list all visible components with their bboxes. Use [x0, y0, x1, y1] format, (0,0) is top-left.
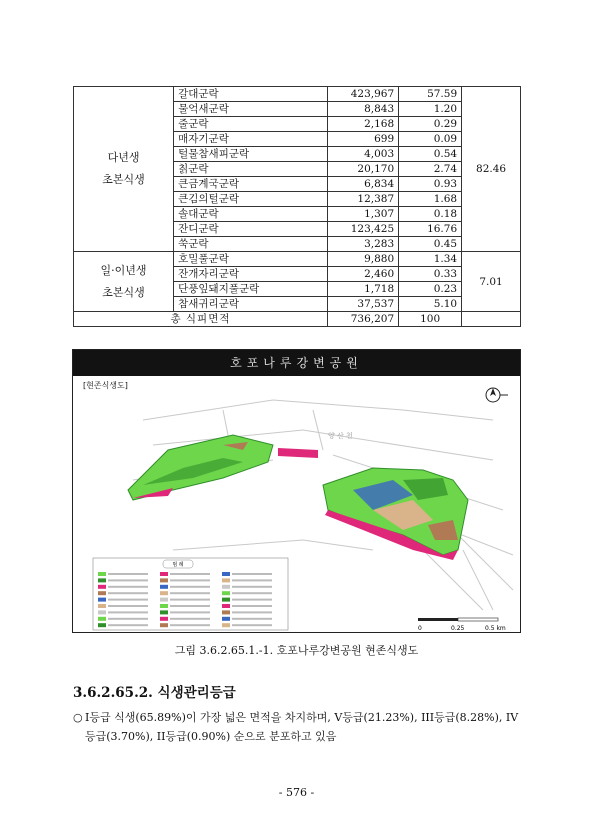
legend-title: 범 례 — [172, 562, 184, 568]
vegetation-map — [73, 350, 522, 634]
figure-caption: 그림 3.6.2.65.1.-1. 호포나루강변공원 현존식생도 — [174, 644, 419, 657]
legend-swatch — [98, 610, 106, 614]
area-cell: 4,003 — [327, 147, 398, 162]
legend-swatch — [222, 610, 230, 614]
legend-swatch — [160, 585, 168, 589]
legend-text-placeholder — [232, 592, 272, 594]
legend-text-placeholder — [170, 611, 210, 613]
legend-text-placeholder — [108, 618, 148, 620]
percent-cell: 1.68 — [399, 192, 462, 207]
area-cell: 423,967 — [327, 87, 398, 102]
percent-cell: 0.54 — [399, 147, 462, 162]
legend-swatch — [98, 572, 106, 576]
community-name-cell: 갈대군락 — [174, 87, 328, 102]
percent-cell: 0.45 — [399, 237, 462, 252]
legend-text-placeholder — [108, 573, 148, 575]
area-cell: 123,425 — [327, 222, 398, 237]
percent-cell: 1.34 — [399, 252, 462, 267]
legend-text-placeholder — [108, 599, 148, 601]
group-label-line: 초본식생 — [102, 173, 145, 186]
community-name-cell: 솔대군락 — [174, 207, 328, 222]
scale-label-mid: 0.25 — [451, 625, 465, 632]
legend-swatch — [222, 578, 230, 582]
legend-swatch — [98, 623, 106, 627]
table-row — [74, 252, 521, 267]
area-cell: 12,387 — [327, 192, 398, 207]
legend-text-placeholder — [170, 586, 210, 588]
group-label-line: 다년생 — [107, 151, 140, 164]
community-name-cell: 단풍잎돼지풀군락 — [174, 282, 328, 297]
svg-text:양 산 천: 양 산 천 — [328, 432, 353, 440]
total-percent-cell: 100 — [399, 312, 462, 327]
total-area-cell: 736,207 — [327, 312, 398, 327]
legend-text-placeholder — [170, 599, 210, 601]
percent-cell: 0.33 — [399, 267, 462, 282]
legend-swatch — [160, 623, 168, 627]
legend-swatch — [98, 598, 106, 602]
community-name-cell: 털물참새피군락 — [174, 147, 328, 162]
legend-swatch — [160, 617, 168, 621]
legend-swatch — [160, 578, 168, 582]
area-cell: 9,880 — [327, 252, 398, 267]
percent-cell: 16.76 — [399, 222, 462, 237]
community-name-cell: 물억새군락 — [174, 102, 328, 117]
area-cell: 20,170 — [327, 162, 398, 177]
vegetation-patch — [278, 448, 318, 458]
body-paragraph — [73, 708, 528, 746]
community-name-cell: 참새귀리군락 — [174, 297, 328, 312]
percent-cell: 0.93 — [399, 177, 462, 192]
page-number: - 576 - — [278, 786, 315, 799]
vegetation-map-figure — [72, 349, 521, 633]
legend-text-placeholder — [232, 611, 272, 613]
area-cell: 37,537 — [327, 297, 398, 312]
legend-swatch — [222, 617, 230, 621]
group-label-cell — [74, 87, 174, 252]
legend-swatch — [222, 623, 230, 627]
legend-text-placeholder — [232, 605, 272, 607]
legend-text-placeholder — [232, 573, 272, 575]
legend-text-placeholder — [232, 579, 272, 581]
percent-cell: 57.59 — [399, 87, 462, 102]
legend-swatch — [222, 585, 230, 589]
total-row — [74, 312, 521, 327]
empty-cell — [462, 312, 521, 327]
legend-swatch — [98, 591, 106, 595]
legend-text-placeholder — [232, 599, 272, 601]
area-cell: 3,283 — [327, 237, 398, 252]
legend-text-placeholder — [170, 592, 210, 594]
legend-text-placeholder — [170, 624, 210, 626]
group-subtotal-cell: 7.01 — [462, 252, 521, 312]
legend-text-placeholder — [232, 586, 272, 588]
paragraph-text: I등급 식생(65.89%)이 가장 넓은 면적을 차지하며, V등급(21.23%), III등급(8.28%), IV등급(3.70%), II등급(0.90%) 순으로 분포하고 있음 — [85, 711, 519, 743]
scale-label-end: 0.5 km — [485, 625, 506, 632]
map-subtitle: [현존식생도] — [83, 381, 128, 390]
legend-text-placeholder — [232, 624, 272, 626]
legend-swatch — [160, 591, 168, 595]
community-name-cell: 잔개자리군락 — [174, 267, 328, 282]
legend-swatch — [222, 591, 230, 595]
legend-text-placeholder — [232, 618, 272, 620]
legend-swatch — [98, 604, 106, 608]
section-heading: 3.6.2.65.2. 식생관리등급 — [73, 685, 236, 701]
legend-text-placeholder — [170, 579, 210, 581]
community-name-cell: 줄군락 — [174, 117, 328, 132]
legend-text-placeholder — [170, 618, 210, 620]
legend-swatch — [160, 610, 168, 614]
legend-text-placeholder — [108, 624, 148, 626]
legend-text-placeholder — [170, 573, 210, 575]
legend-text-placeholder — [108, 605, 148, 607]
percent-cell: 0.29 — [399, 117, 462, 132]
percent-cell: 0.23 — [399, 282, 462, 297]
area-cell: 8,843 — [327, 102, 398, 117]
scale-bar — [418, 618, 506, 632]
percent-cell: 2.74 — [399, 162, 462, 177]
percent-cell: 5.10 — [399, 297, 462, 312]
community-name-cell: 칡군락 — [174, 162, 328, 177]
community-name-cell: 잔디군락 — [174, 222, 328, 237]
community-name-cell: 매자기군락 — [174, 132, 328, 147]
legend-text-placeholder — [108, 579, 148, 581]
legend-swatch — [98, 617, 106, 621]
vegetation-area-table — [73, 86, 521, 327]
percent-cell: 1.20 — [399, 102, 462, 117]
legend-swatch — [160, 572, 168, 576]
group-label-cell — [74, 252, 174, 312]
table-row — [74, 87, 521, 102]
group-label-line: 초본식생 — [102, 285, 145, 299]
legend-swatch — [160, 598, 168, 602]
percent-cell: 0.09 — [399, 132, 462, 147]
group-label-line: 일·이년생 — [100, 263, 147, 277]
area-cell: 2,168 — [327, 117, 398, 132]
legend-swatch — [222, 572, 230, 576]
legend-text-placeholder — [108, 592, 148, 594]
area-cell: 1,307 — [327, 207, 398, 222]
legend-text-placeholder — [108, 611, 148, 613]
community-name-cell: 큰금계국군락 — [174, 177, 328, 192]
map-title: 호포나루강변공원 — [73, 350, 520, 376]
group-subtotal-cell: 82.46 — [462, 87, 521, 252]
legend-swatch — [98, 585, 106, 589]
community-name-cell: 쑥군락 — [174, 237, 328, 252]
bullet-icon: ○ — [73, 711, 83, 724]
area-cell: 699 — [327, 132, 398, 147]
legend-swatch — [222, 598, 230, 602]
north-arrow-icon — [486, 388, 508, 402]
legend-swatch — [222, 604, 230, 608]
legend-text-placeholder — [108, 586, 148, 588]
area-cell: 1,718 — [327, 282, 398, 297]
scale-label-0: 0 — [418, 625, 422, 632]
legend-text-placeholder — [170, 605, 210, 607]
total-label-cell: 총 식피면적 — [74, 312, 328, 327]
map-legend — [93, 558, 288, 630]
legend-swatch — [98, 578, 106, 582]
area-cell: 2,460 — [327, 267, 398, 282]
percent-cell: 0.18 — [399, 207, 462, 222]
community-name-cell: 호밀풀군락 — [174, 252, 328, 267]
legend-swatch — [160, 604, 168, 608]
area-cell: 6,834 — [327, 177, 398, 192]
community-name-cell: 큰김의털군락 — [174, 192, 328, 207]
